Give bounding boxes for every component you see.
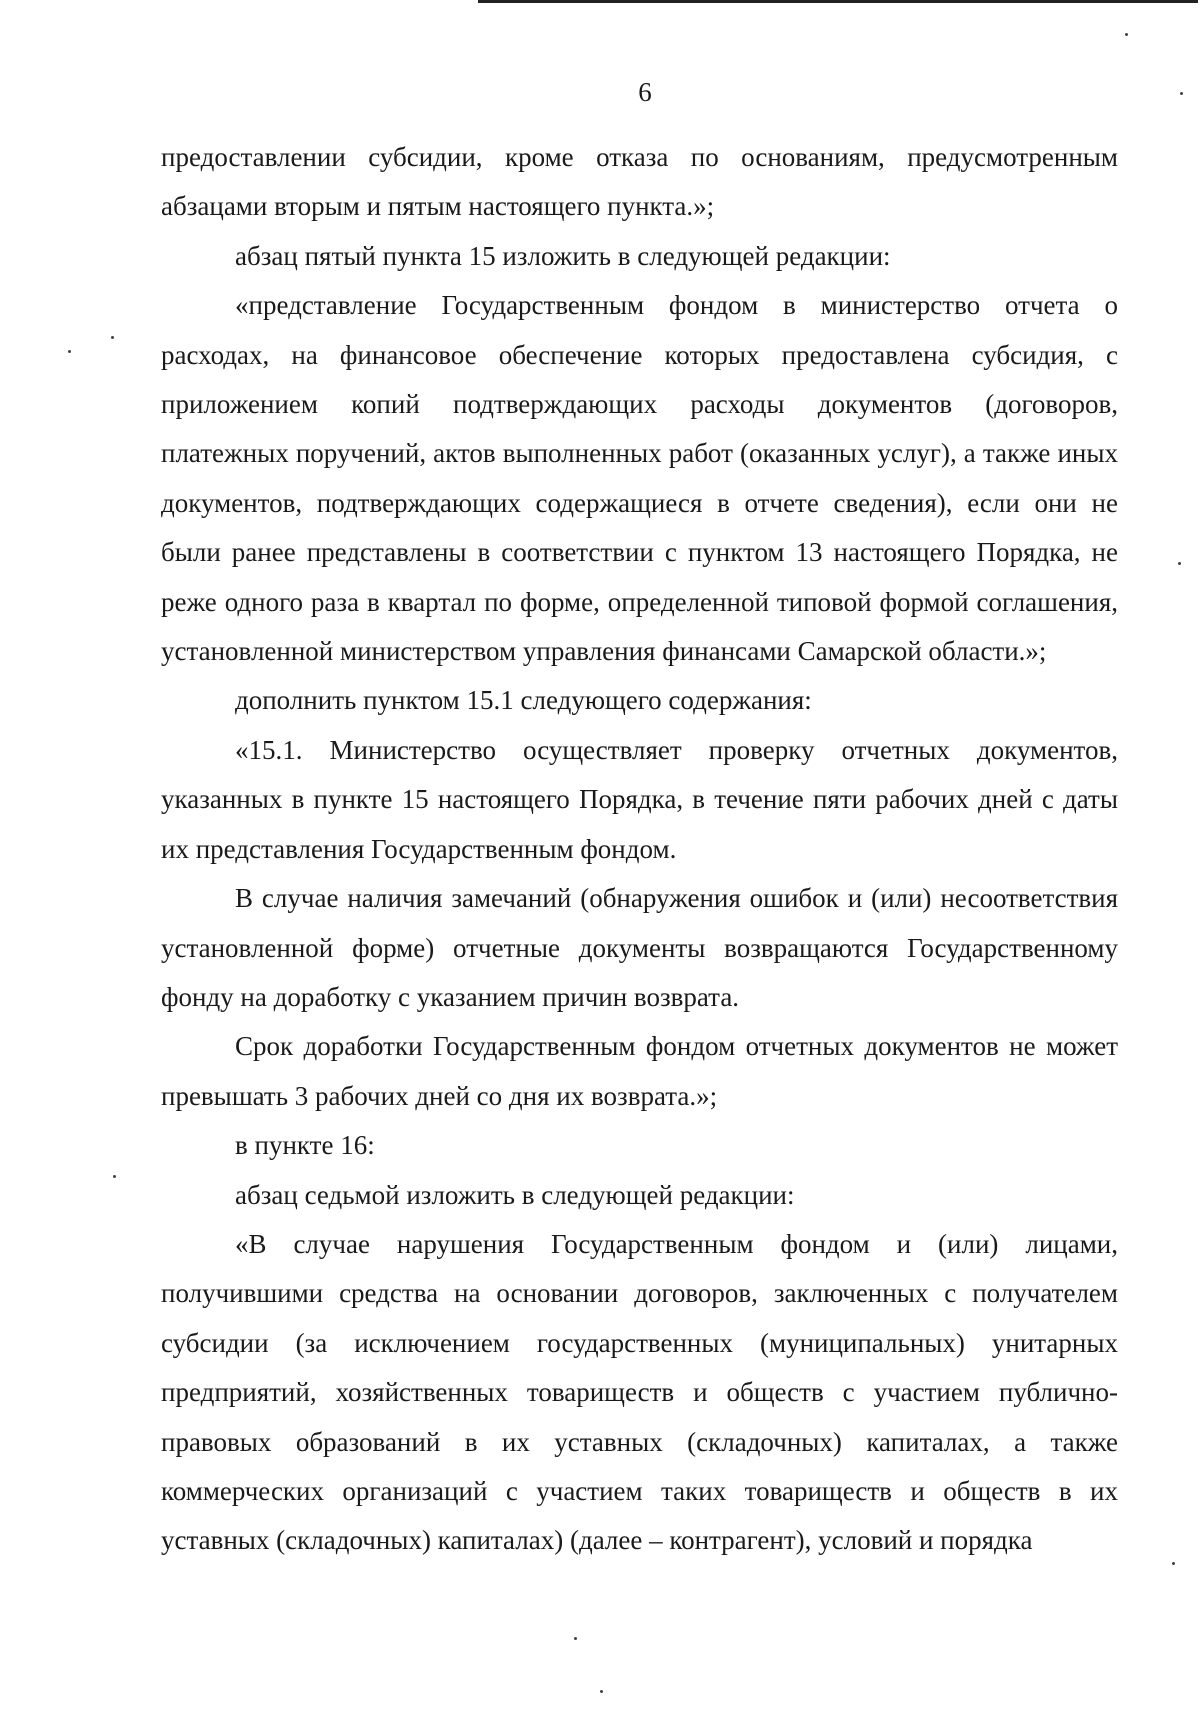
scan-speck [1178,562,1181,565]
top-border-line [478,0,1198,3]
scan-speck [111,336,114,339]
paragraph-15-1-remarks: В случае наличия замечаний (обнаружения ошибок и (или) несоответствия установленной форме) отчетные документы возвращаются Государственному фонду на доработку с указанием причин возврата. [161,883,1118,1012]
paragraph-point-16-intro: в пункте 16: [235,1130,375,1161]
paragraph-15-1-deadline: Срок доработки Государственным фондом отчетных документов не может превышать 3 рабочих дней со дня их возврата.»; [161,1031,1118,1111]
document-body [161,133,1118,1566]
scan-speck [574,1637,577,1640]
scan-speck [1125,33,1128,36]
paragraph-continuation: предоставлении субсидии, кроме отказа по основаниям, предусмотренным абзацами вторым и пятым настоящего пункта.»; [161,142,1118,222]
paragraph-point-16-seventh-intro: абзац седьмой изложить в следующей редакции: [235,1179,795,1210]
scan-speck [113,1175,116,1178]
scan-speck [1172,1562,1175,1565]
page-number: 6 [638,77,652,107]
scan-speck [68,350,71,353]
paragraph-15-1-verification: «15.1. Министерство осуществляет проверку отчетных документов, указанных в пункте 15 настоящего Порядка, в течение пяти рабочих дней с даты их представления Государственным фондом. [161,734,1118,864]
paragraph-amendment-15-text: «представление Государственным фондом в министерство отчета о расходах, на финансовое обеспечение которых предоставлена субсидия, с приложением копий подтверждающих расходы документов (договоров, платежных поручений, актов выполненных работ (оказанных услуг), а также иных документов, подтверждающих содержащиеся в отчете сведения), если они не были ранее представлены в соответствии с пунктом 13 настоящего Порядка, не реже одного раза в квартал по форме, определенной типовой формой соглашения, установленной министерством управления финансами Самарской области.»; [161,290,1118,667]
paragraph-amendment-15-1-intro: дополнить пунктом 15.1 следующего содержания: [235,685,812,716]
paragraph-point-16-seventh-text: «В случае нарушения Государственным фондом и (или) лицами, получившими средства на основании договоров, заключенных с получателем субсидии (за исключением государственных (муниципальных) унитарных предприятий, хозяйственных товариществ и обществ с участием публично-правовых образований в их уставных (складочных) капиталах, а также коммерческих организаций с участием таких товариществ и обществ в их уставных (складочных) капиталах) (далее – контрагент), условий и порядка [161,1228,1118,1556]
scan-speck [600,1690,603,1693]
scan-speck [1180,92,1183,95]
paragraph-amendment-15-intro: абзац пятый пункта 15 изложить в следующей редакции: [235,240,891,271]
